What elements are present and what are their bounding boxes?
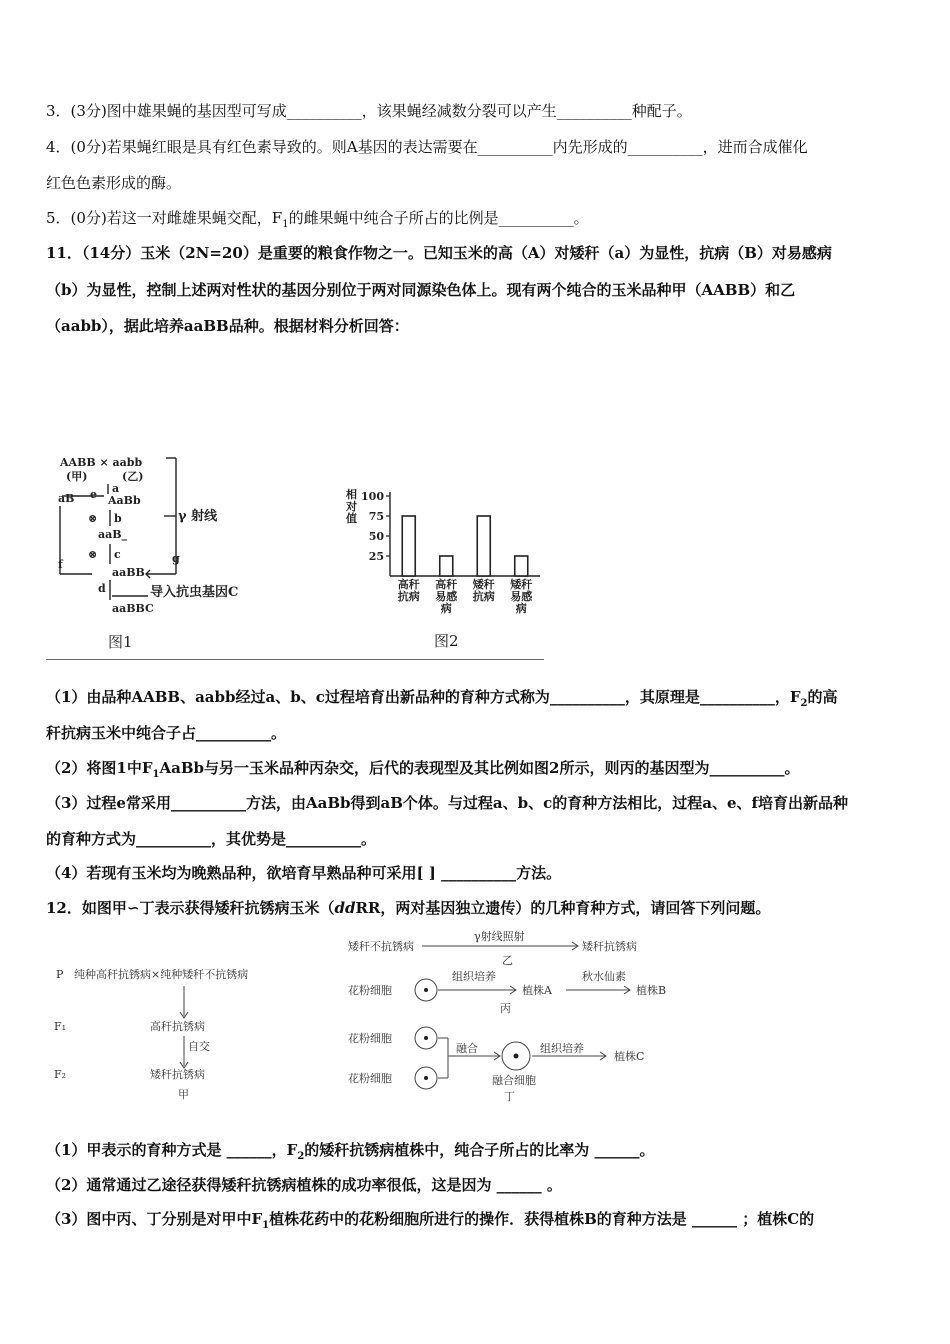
fig1-step-a: a: [112, 482, 120, 495]
fig12-label-jia: 甲: [178, 1088, 189, 1101]
q11-2-text-b: AaBb与另一玉米品种丙杂交，后代的表现型及其比例如图2所示，则丙的基因型为__________。: [159, 759, 800, 777]
figure-2-chart: [338, 480, 558, 660]
q11-1-text-b: 的高: [807, 688, 838, 706]
fig1-caption: 图1: [108, 633, 133, 651]
fig2-ytick-label: 75: [368, 510, 384, 523]
q11-line-1: 11．（14分）玉米（2N=20）是重要的粮食作物之一。已知玉米的高（A）对矮秆（a）为显性，抗病（B）对易感病: [46, 244, 832, 262]
fig12-label-ding: 丁: [504, 1090, 515, 1103]
fig1-parent-b: (乙): [122, 470, 144, 483]
q11-1-line-1: [46, 687, 837, 707]
q5-text-a: 5．(0分)若这一对雌雄果蝇交配，F: [46, 209, 283, 227]
fig2-bar: [402, 516, 415, 576]
fig2-caption: 图2: [434, 632, 459, 650]
fig2-bar: [440, 556, 453, 576]
fig12-p: P: [56, 968, 64, 981]
fig1-step-b: b: [114, 512, 122, 525]
fig12-fusion: 融合: [456, 1042, 478, 1055]
q12-italic: dd: [334, 899, 356, 917]
fig12-plant-c: 植株C: [614, 1050, 645, 1063]
fig1-cross-symbol-2: ⊗: [88, 548, 98, 561]
q4-line-1: 4．(0分)若果蝇红眼是具有红色素导致的。则A基因的表达需要在__________内先形成的__________，进而合成催化: [46, 138, 808, 156]
q12-3-sub: 1: [262, 1220, 270, 1231]
fig1-gen2: aaB_: [98, 528, 128, 541]
fig1-step-c: c: [114, 548, 121, 561]
fig2-category-label: 高秆抗病: [397, 578, 420, 603]
fig12-yi-start: 矮秆不抗锈病: [348, 940, 414, 953]
q12-3-line: [46, 1209, 814, 1229]
q5-line: [46, 208, 589, 228]
fig12-f1-pheno: 高秆抗锈病: [150, 1020, 205, 1033]
fig2-ytick-label: 100: [361, 490, 384, 503]
figure-divider: [46, 659, 544, 660]
q12-3-text-a: （3）图中丙、丁分别是对甲中F: [46, 1210, 263, 1228]
q11-line-2: （b）为显性，控制上述两对性状的基因分别位于两对同源染色体上。现有两个纯合的玉米品种甲（AABB）和乙: [46, 281, 796, 299]
q11-3-line-1: （3）过程e常采用__________方法，由AaBb得到aB个体。与过程a、b、c的育种方法相比，过程a、e、f培育出新品种: [46, 794, 848, 812]
fig12-tissue-culture-2: 组织培养: [540, 1042, 584, 1055]
fig12-f1: F₁: [54, 1020, 67, 1033]
q5-sub: 1: [282, 219, 289, 230]
fig12-colchicine: 秋水仙素: [582, 970, 626, 983]
q12-line: [46, 898, 770, 918]
fig1-ab: aB: [58, 492, 75, 505]
fig1-gen3: aaBB: [112, 566, 145, 579]
fig1-cross: AABB × aabb: [60, 456, 143, 469]
fig2-ylabel-1: 相: [346, 488, 357, 501]
q11-1-sub: 2: [800, 698, 808, 709]
q3-line: 3．(3分)图中雄果蝇的基因型可写成__________，该果蝇经减数分裂可以产生__________种配子。: [46, 102, 692, 120]
figure-1: [52, 450, 292, 660]
q11-1-text-a: （1）由品种AABB、aabb经过a、b、c过程培育出新品种的育种方式称为__________，其原理是__________，F: [46, 688, 801, 706]
q12-3-text-b: 植株花药中的花粉细胞所进行的操作．获得植株B的育种方法是 ______ ；植株C的: [269, 1210, 815, 1228]
fig12-label-yi: 乙: [502, 954, 513, 967]
q4-line-2: 红色色素形成的酶。: [46, 174, 182, 192]
fig2-category-label: 矮秆抗病: [472, 578, 495, 603]
fig12-f2: F₂: [54, 1068, 67, 1081]
q12-1-text-a: （1）甲表示的育种方式是 ______，F: [46, 1141, 298, 1159]
fig1-step-e: e: [90, 488, 97, 501]
fig12-yi-arrow: γ射线照射: [474, 930, 525, 943]
fig2-bar: [515, 556, 528, 576]
fig1-parent-a: (甲): [66, 470, 88, 483]
q12-text-b: RR，两对基因独立遗传）的几种育种方式，请回答下列问题。: [355, 899, 771, 917]
fig12-pollen-3: 花粉细胞: [348, 1072, 392, 1085]
q11-2-sub: 1: [152, 769, 160, 780]
fig12-plant-a: 植株A: [522, 984, 552, 997]
fig1-cross-symbol-1: ⊗: [88, 512, 98, 525]
fig12-yi-end: 矮秆抗锈病: [582, 940, 637, 953]
q11-2-text-a: （2）将图1中F: [46, 759, 153, 777]
fig2-ytick-label: 50: [368, 530, 384, 543]
fig2-ylabel-3: 值: [346, 512, 357, 525]
q12-1-sub: 2: [297, 1151, 305, 1162]
fig2-category-label: 矮秆易感病: [510, 578, 533, 615]
fig12-f2-pheno: 矮秆抗锈病: [150, 1068, 205, 1081]
q11-2-line: [46, 758, 799, 778]
q12-2-line: （2）通常通过乙途径获得矮秆抗锈病植株的成功率很低，这是因为 ______ 。: [46, 1176, 562, 1194]
q12-1-text-b: 的矮秆抗锈病植株中，纯合子所占的比率为 ______。: [304, 1141, 655, 1159]
q11-3-line-2: 的育种方式为__________，其优势是__________。: [46, 830, 377, 848]
fig2-ytick-label: 25: [368, 550, 384, 563]
fig2-bar: [477, 516, 490, 576]
fig2-ylabel-2: 对: [346, 500, 357, 513]
fig12-selfing: 自交: [188, 1040, 210, 1053]
fig12-tissue-culture-1: 组织培养: [452, 970, 496, 983]
fig1-step-d: d: [98, 582, 106, 595]
fig1-gamma: γ 射线: [178, 509, 218, 524]
fig12-plant-b: 植株B: [636, 984, 667, 997]
q12-1-line: [46, 1140, 655, 1160]
q11-4-line: （4）若现有玉米均为晚熟品种，欲培育早熟品种可采用[ ] __________方法。: [46, 864, 562, 882]
fig1-final: aaBBC: [112, 602, 154, 615]
fig2-category-label: 高秆易感病: [435, 578, 458, 615]
fig1-step-g: g: [172, 552, 180, 565]
fig1-f1: AaBb: [108, 494, 141, 507]
fig1-gene: 导入抗虫基因C: [150, 585, 239, 600]
fig12-pollen-1: 花粉细胞: [348, 984, 392, 997]
fig1-step-f: f: [58, 558, 63, 571]
fig12-pollen-2: 花粉细胞: [348, 1032, 392, 1045]
q12-text-a: 12．如图甲∽丁表示获得矮秆抗锈病玉米（: [46, 899, 335, 917]
q5-text-b: 的雌果蝇中纯合子所占的比例是__________。: [288, 209, 589, 227]
figure-q12: [46, 930, 686, 1110]
fig12-label-bing: 丙: [500, 1002, 511, 1015]
fig12-fused-cell: 融合细胞: [492, 1074, 536, 1087]
q11-1-line-2: 秆抗病玉米中纯合子占__________。: [46, 724, 287, 742]
fig12-parents: 纯种高秆抗锈病×纯种矮秆不抗锈病: [74, 968, 249, 981]
q11-line-3: （aabb），据此培养aaBB品种。根据材料分析回答：: [46, 317, 409, 335]
fig2-ylabel: [345, 487, 357, 525]
